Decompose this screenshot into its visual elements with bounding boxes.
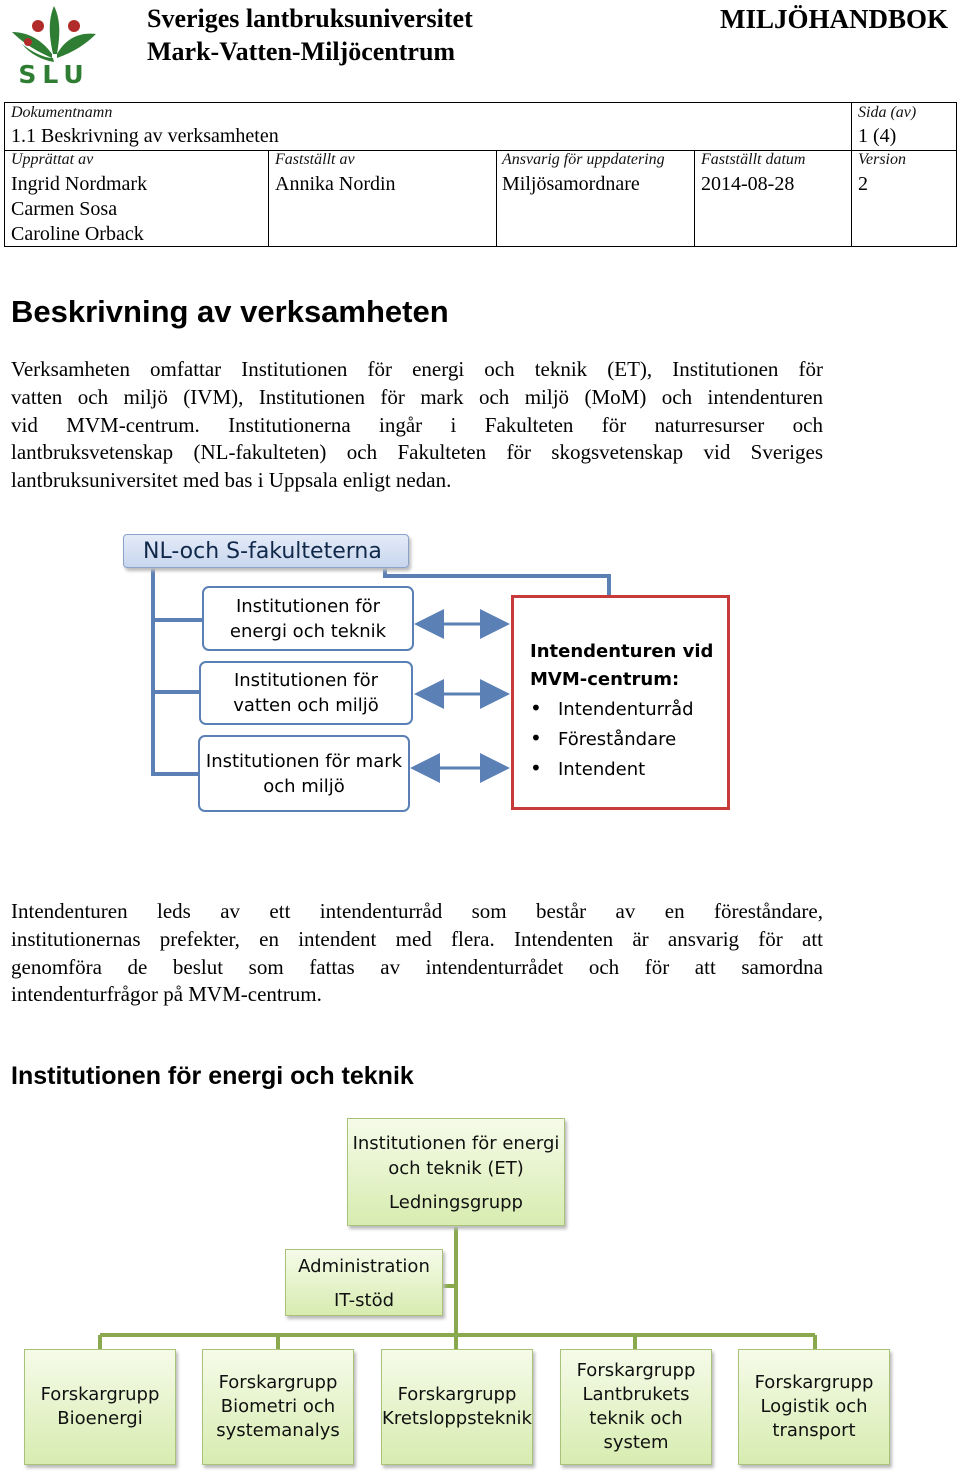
research-group-logistics: Forskargrupp Logistik och transport [738, 1349, 890, 1465]
org-diagram [0, 520, 960, 830]
section-heading: Beskrivning av verksamheten [11, 294, 449, 329]
handbook-title: MILJÖHANDBOK [719, 4, 948, 34]
page-value: 1 (4) [858, 125, 897, 147]
intro-paragraph: Verksamheten omfattar Institutionen för energi och teknik (ET), Institutionen för vatten och miljö (IVM), Institutionen för mark och miljö (MoM) och intendenturen vid MVM-centrum. Institutionerna ingår i Fakulteten för naturresurser och lantbruksvetenskap (NL-fakulteten) och Fakulteten för skogsvetenskap vid Sveriges lantbruksuniversitet med bas i Uppsala enligt nedan. [11, 357, 823, 493]
org-name: Sveriges lantbruksuniversitet [147, 4, 473, 33]
approved-date: 2014-08-28 [701, 173, 795, 195]
logo-text: SLU [18, 60, 90, 89]
list-item: • Föreståndare [530, 724, 694, 754]
created-by: Ingrid Nordmark Carmen Sosa Caroline Orback [11, 173, 148, 245]
responsible-label: Ansvarig för uppdatering [502, 151, 665, 168]
org-unit: Mark-Vatten-Miljöcentrum [147, 37, 456, 66]
created-by-label: Upprättat av [11, 151, 94, 168]
administration-box: Administration IT-stöd [285, 1249, 443, 1316]
management-group-box: Institutionen för energi och teknik (ET) Ledningsgrupp [347, 1118, 565, 1226]
intendentur-box [511, 595, 730, 810]
document-name-label: Dokumentnamn [11, 104, 113, 121]
section-heading: Institutionen för energi och teknik [11, 1062, 414, 1090]
faculties-box: NL-och S-fakulteterna [123, 534, 409, 568]
institution-water-box: Institutionen för vatten och miljö [199, 661, 413, 725]
version-value: 2 [858, 173, 868, 195]
document-meta-table [4, 102, 957, 247]
intendentur-list [530, 694, 694, 784]
research-group-agri-tech: Forskargrupp Lantbrukets teknik och system [560, 1349, 712, 1465]
page-label: Sida (av) [858, 104, 917, 121]
intendentur-paragraph: Intendenturen leds av ett intendenturråd som består av en föreståndare, institutionernas prefekter, en intendent med flera. Intendenten är ansvarig för att genomföra de beslut som fattas av intendenturrådet och för att samordna intendenturfrågor på MVM-centrum. [11, 899, 823, 1007]
document-name: 1.1 Beskrivning av verksamheten [11, 125, 279, 147]
institution-energy-box: Institutionen för energi och teknik [202, 586, 414, 651]
approved-date-label: Fastställt datum [701, 151, 806, 168]
approved-by-label: Fastställt av [275, 151, 355, 168]
intendentur-title: Intendenturen vid MVM-centrum: [530, 641, 714, 690]
list-item: • Intendent [530, 754, 694, 784]
slu-logo [8, 2, 100, 92]
list-item: • Intendenturråd [530, 694, 694, 724]
research-group-bioenergy: Forskargrupp Bioenergi [24, 1349, 176, 1465]
research-group-recycling: Forskargrupp Kretsloppsteknik [381, 1349, 533, 1465]
research-group-biometry: Forskargrupp Biometri och systemanalys [202, 1349, 354, 1465]
approved-by: Annika Nordin [275, 173, 396, 195]
institution-soil-box: Institutionen för mark och miljö [198, 735, 410, 812]
version-label: Version [858, 151, 906, 168]
responsible: Miljösamordnare [502, 173, 640, 195]
